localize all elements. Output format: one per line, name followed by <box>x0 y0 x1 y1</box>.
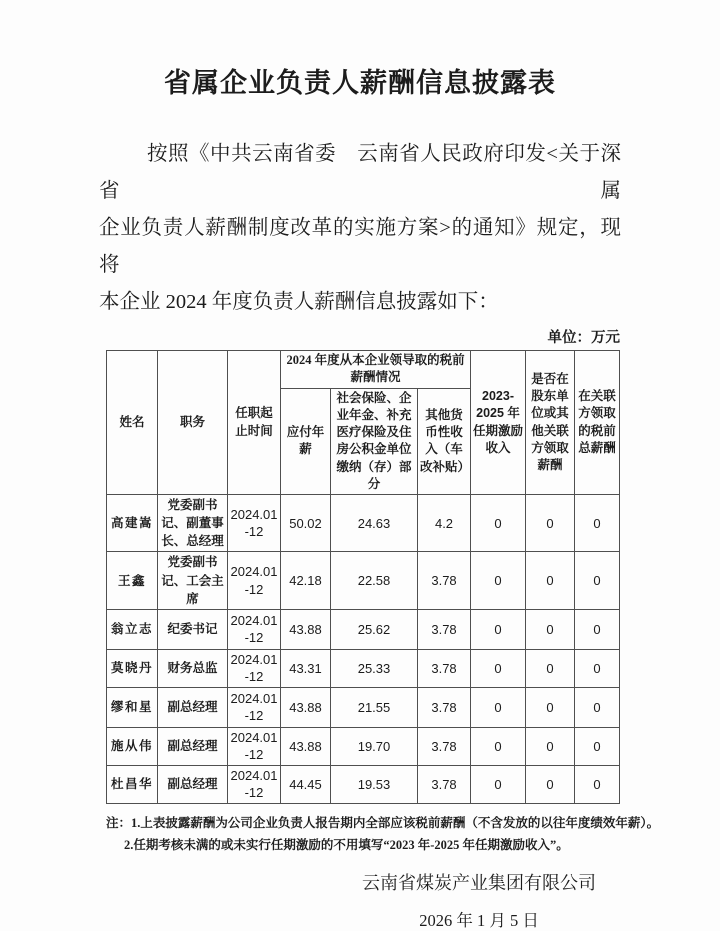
cell-position: 纪委书记 <box>158 609 228 649</box>
cell-related-flag: 0 <box>526 727 575 765</box>
cell-salary: 43.88 <box>281 609 331 649</box>
note-line-2 <box>106 835 666 857</box>
cell-incentive: 0 <box>471 495 526 552</box>
table-row <box>107 727 620 765</box>
table-row <box>107 649 620 687</box>
cell-related-total: 0 <box>575 609 620 649</box>
th-name: 姓名 <box>107 351 158 495</box>
cell-other-income: 3.78 <box>418 609 471 649</box>
cell-related-total: 0 <box>575 765 620 803</box>
cell-position: 党委副书记、工会主席 <box>158 552 228 609</box>
cell-other-income: 4.2 <box>418 495 471 552</box>
cell-position: 副总经理 <box>158 687 228 727</box>
cell-tenure: 2024.01-12 <box>228 609 281 649</box>
cell-salary: 43.31 <box>281 649 331 687</box>
cell-related-total: 0 <box>575 552 620 609</box>
intro-line-2: 企业负责人薪酬制度改革的实施方案>的通知》规定，现将 <box>99 217 621 276</box>
intro-paragraph <box>99 136 621 321</box>
cell-salary: 43.88 <box>281 687 331 727</box>
cell-tenure: 2024.01-12 <box>228 765 281 803</box>
cell-incentive: 0 <box>471 552 526 609</box>
table-row <box>107 609 620 649</box>
note-line-1 <box>106 813 666 835</box>
cell-incentive: 0 <box>471 687 526 727</box>
th-other-cash-income: 其他货币性收入（车改补贴） <box>418 388 471 495</box>
page-title: 省属企业负责人薪酬信息披露表 <box>164 68 556 98</box>
cell-name: 高建嵩 <box>107 495 158 552</box>
signature-block <box>0 870 720 931</box>
cell-incentive: 0 <box>471 765 526 803</box>
cell-insurance: 19.53 <box>331 765 418 803</box>
th-tenure: 任职起止时间 <box>228 351 281 495</box>
table-row <box>107 687 620 727</box>
cell-incentive: 0 <box>471 649 526 687</box>
cell-position: 副总经理 <box>158 765 228 803</box>
cell-other-income: 3.78 <box>418 727 471 765</box>
cell-name: 施从伟 <box>107 727 158 765</box>
cell-related-total: 0 <box>575 727 620 765</box>
cell-salary: 43.88 <box>281 727 331 765</box>
salary-table <box>106 350 620 804</box>
signature-date: 2026 年 1 月 5 日 <box>419 910 539 930</box>
cell-name: 王鑫 <box>107 552 158 609</box>
table-row <box>107 495 620 552</box>
cell-related-flag: 0 <box>526 649 575 687</box>
note-item-2: 2.任期考核未满的或未实行任期激励的不用填写“2023 年-2025 年任期激励收入”。 <box>124 837 569 852</box>
company-name: 云南省煤炭产业集团有限公司 <box>362 872 596 893</box>
cell-other-income: 3.78 <box>418 765 471 803</box>
cell-other-income: 3.78 <box>418 687 471 727</box>
cell-name: 莫晓丹 <box>107 649 158 687</box>
cell-salary: 50.02 <box>281 495 331 552</box>
cell-salary: 44.45 <box>281 765 331 803</box>
cell-insurance: 19.70 <box>331 727 418 765</box>
notes <box>106 813 666 857</box>
cell-tenure: 2024.01-12 <box>228 687 281 727</box>
cell-insurance: 24.63 <box>331 495 418 552</box>
cell-related-total: 0 <box>575 495 620 552</box>
note-item-1: 1.上表披露薪酬为公司企业负责人报告期内全部应该税前薪酬（不含发放的以往年度绩效年薪）。 <box>131 816 660 831</box>
table-header-row-1 <box>107 351 620 389</box>
cell-tenure: 2024.01-12 <box>228 649 281 687</box>
cell-name: 翁立志 <box>107 609 158 649</box>
th-payable-salary: 应付年薪 <box>281 388 331 495</box>
cell-salary: 42.18 <box>281 552 331 609</box>
cell-related-total: 0 <box>575 649 620 687</box>
notes-label: 注： <box>106 816 132 831</box>
cell-related-flag: 0 <box>526 687 575 727</box>
table-row <box>107 552 620 609</box>
th-related-party-flag: 是否在股东单位或其他关联方领取薪酬 <box>526 351 575 495</box>
th-position: 职务 <box>158 351 228 495</box>
th-group-2024: 2024 年度从本企业领导取的税前薪酬情况 <box>281 351 471 389</box>
cell-other-income: 3.78 <box>418 552 471 609</box>
th-term-incentive: 2023-2025 年任期激励收入 <box>471 351 526 495</box>
cell-tenure: 2024.01-12 <box>228 552 281 609</box>
cell-name: 缪和星 <box>107 687 158 727</box>
cell-related-flag: 0 <box>526 552 575 609</box>
cell-related-flag: 0 <box>526 765 575 803</box>
cell-tenure: 2024.01-12 <box>228 495 281 552</box>
cell-name: 杜昌华 <box>107 765 158 803</box>
cell-insurance: 22.58 <box>331 552 418 609</box>
cell-related-flag: 0 <box>526 609 575 649</box>
cell-insurance: 21.55 <box>331 687 418 727</box>
cell-position: 党委副书记、副董事长、总经理 <box>158 495 228 552</box>
cell-related-flag: 0 <box>526 495 575 552</box>
intro-line-3: 本企业 2024 年度负责人薪酬信息披露如下： <box>99 291 499 313</box>
cell-position: 财务总监 <box>158 649 228 687</box>
cell-position: 副总经理 <box>158 727 228 765</box>
table-row <box>107 765 620 803</box>
th-social-insurance: 社会保险、企业年金、补充医疗保险及住房公积金单位缴纳（存）部分 <box>331 388 418 495</box>
cell-insurance: 25.33 <box>331 649 418 687</box>
cell-other-income: 3.78 <box>418 649 471 687</box>
cell-related-total: 0 <box>575 687 620 727</box>
th-related-party-total: 在关联方领取的税前总薪酬 <box>575 351 620 495</box>
intro-line-1: 按照《中共云南省委 云南省人民政府印发<关于深省属 <box>99 143 621 202</box>
cell-insurance: 25.62 <box>331 609 418 649</box>
cell-incentive: 0 <box>471 609 526 649</box>
cell-incentive: 0 <box>471 727 526 765</box>
cell-tenure: 2024.01-12 <box>228 727 281 765</box>
unit-label: 单位：万元 <box>547 330 620 346</box>
